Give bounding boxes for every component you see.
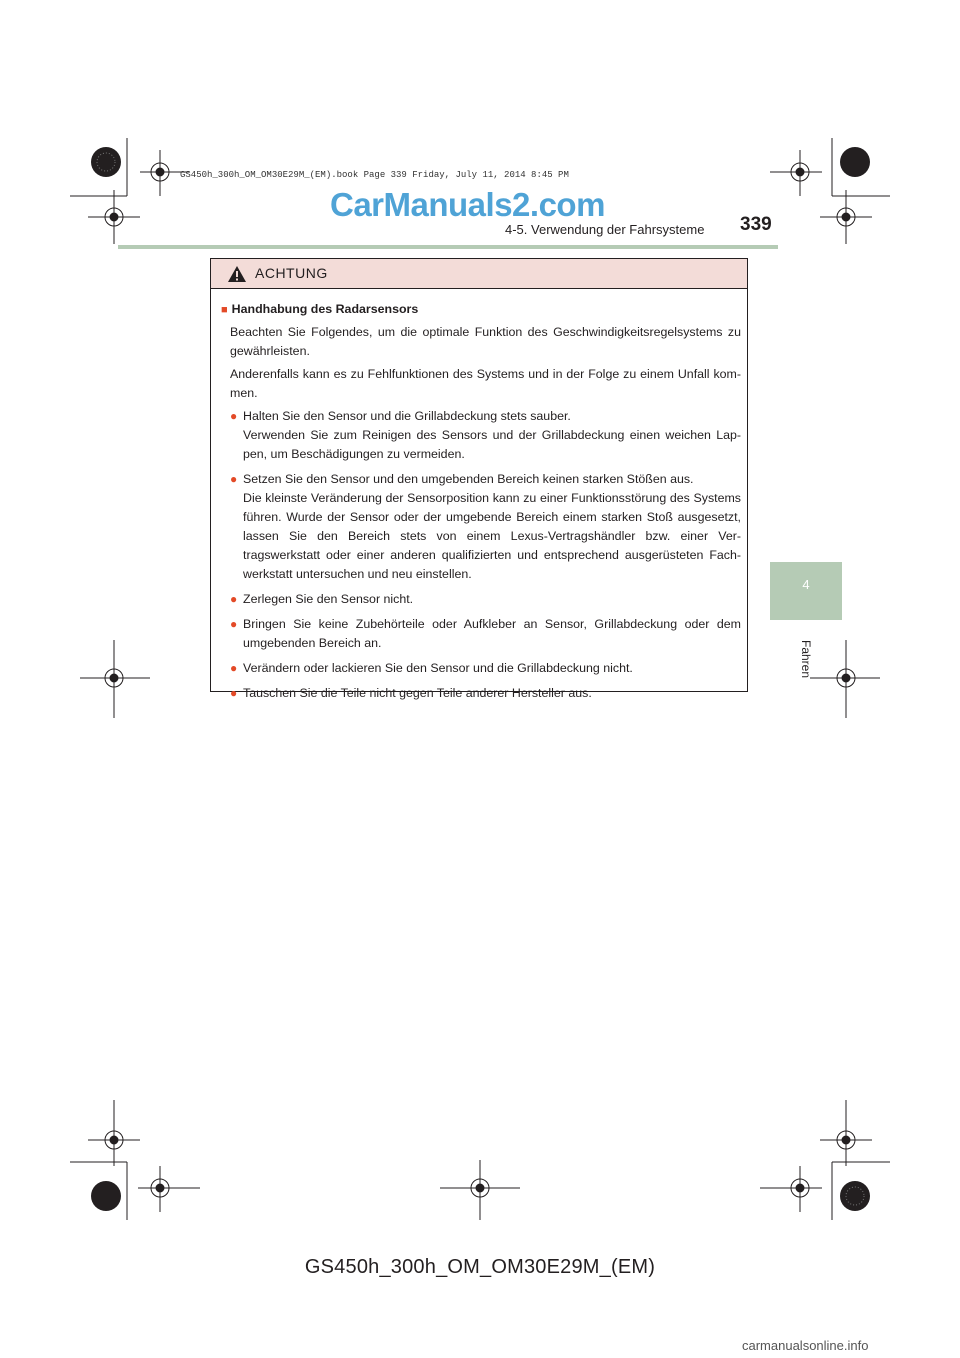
crosshair-bottom-left-outer <box>88 1100 140 1166</box>
crosshair-mid-left <box>80 640 150 718</box>
registration-disc-top-left <box>91 147 121 177</box>
square-bullet-icon: ■ <box>221 304 228 316</box>
warning-heading-text: Handhabung des Radarsensors <box>231 302 419 316</box>
bullet-dot-icon: ● <box>230 686 238 700</box>
warning-bullet-text: Verändern oder lackieren Sie den Sensor und die Grillabdeckung nicht. <box>243 661 633 675</box>
bullet-dot-icon: ● <box>230 472 238 486</box>
crosshair-mid-right <box>810 640 880 718</box>
chapter-number: 4 <box>802 577 810 592</box>
warning-bullet-text: Zerlegen Sie den Sensor nicht. <box>243 592 414 606</box>
site-footer-link[interactable]: carmanualsonline.info <box>742 1338 869 1353</box>
print-file-header: GS450h_300h_OM_OM30E29M_(EM).book Page 339 Friday, July 11, 2014 8:45 PM <box>180 170 569 180</box>
warning-bullet <box>230 407 741 464</box>
bullet-dot-icon: ● <box>230 617 238 631</box>
warning-paragraph: Beachten Sie Folgendes, um die optimale Funktion des Geschwindigkeitsregelsystems zu gewährleisten. <box>230 325 741 358</box>
warning-bullet <box>230 615 741 653</box>
warning-bullet-text: Setzen Sie den Sensor und den umgebenden Bereich keinen starken Stößen aus. Die kleinste Veränderung der Sensorposition kann zu einer Funktionsstörung des Systems führen. Wurde der Sensor oder der umgebende Bereich einem starken Stoß ausgesetzt, lassen Sie den Bereich stets von einem Lexus-Vertragshändler bzw. einer Ver-tragswerkstatt oder einer anderen qualifizierten und entsprechend ausgerüsteten Fach-werkstatt untersuchen und neu einstellen. <box>243 472 741 581</box>
warning-content <box>211 288 747 709</box>
crosshair-top-right-outer <box>820 190 872 244</box>
document-code: GS450h_300h_OM_OM30E29M_(EM) <box>304 1256 656 1278</box>
crosshair-bottom-left <box>138 1166 200 1212</box>
warning-triangle-icon <box>227 265 247 283</box>
registration-disc-bottom-left <box>91 1181 121 1211</box>
crosshair-bottom-right <box>760 1166 822 1212</box>
chapter-label: Fahren <box>799 639 813 679</box>
warning-bullet <box>230 684 741 703</box>
header-rule <box>118 245 778 249</box>
warning-bullet-text: Halten Sie den Sensor und die Grillabdeckung stets sauber. Verwenden Sie zum Reinigen des Sensors und der Grillabdeckung einen weichen Lap-pen, um Beschädigungen zu vermeiden. <box>243 409 741 461</box>
warning-box <box>210 258 748 700</box>
warning-bullet <box>230 659 741 678</box>
bullet-dot-icon: ● <box>230 661 238 675</box>
registration-disc-bottom-right <box>840 1181 870 1211</box>
crosshair-bottom-center <box>440 1160 520 1220</box>
page-number: 339 <box>740 214 772 235</box>
warning-bullet-text: Tauschen Sie die Teile nicht gegen Teile anderer Hersteller aus. <box>243 686 592 700</box>
warning-bullet <box>230 470 741 584</box>
crosshair-top-left-outer <box>88 190 140 244</box>
crosshair-bottom-right-outer <box>820 1100 872 1166</box>
bullet-dot-icon: ● <box>230 592 238 606</box>
warning-bullet <box>230 590 741 609</box>
registration-disc-top-right <box>840 147 870 177</box>
warning-title: ACHTUNG <box>255 265 328 281</box>
warning-heading <box>221 300 741 320</box>
crosshair-top-right <box>770 150 822 196</box>
bullet-dot-icon: ● <box>230 409 238 423</box>
section-title: 4-5. Verwendung der Fahrsysteme <box>505 222 705 237</box>
warning-paragraph: Anderenfalls kann es zu Fehlfunktionen des Systems und in der Folge zu einem Unfall kom-men. <box>230 367 741 400</box>
warning-bullet-text: Bringen Sie keine Zubehörteile oder Aufkleber an Sensor, Grillabdeckung oder dem umgebenden Bereich an. <box>243 617 741 650</box>
warning-header <box>211 259 747 289</box>
watermark-logo[interactable]: CarManuals2.com <box>330 186 605 223</box>
